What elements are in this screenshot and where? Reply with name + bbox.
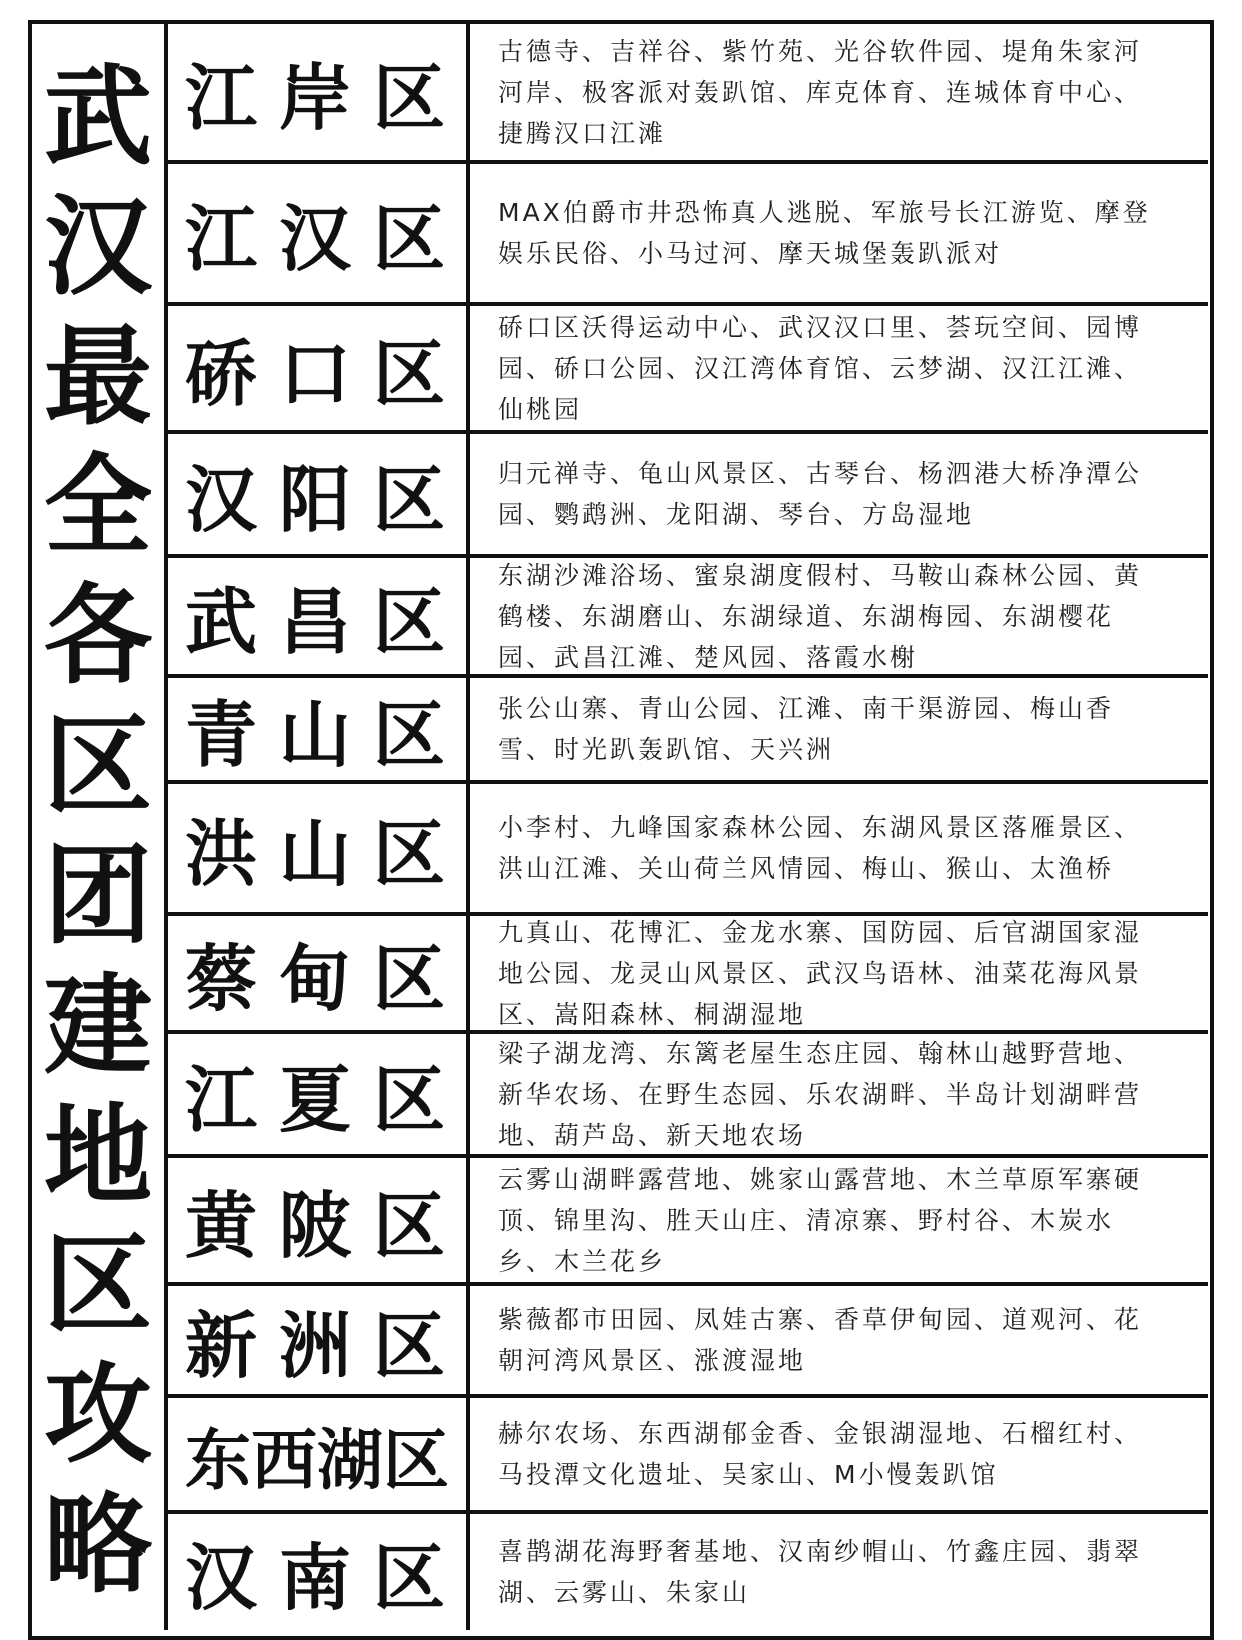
district-name-cell	[168, 164, 470, 302]
places-cell	[498, 678, 1168, 780]
district-row	[168, 164, 1208, 306]
district-name: 蔡甸区	[185, 937, 468, 1021]
district-name: 青山区	[185, 693, 468, 777]
district-name: 硚口区	[185, 332, 468, 416]
district-row	[168, 1514, 1208, 1630]
district-row	[168, 1398, 1208, 1514]
district-name: 武昌区	[185, 580, 468, 664]
places-text: 古德寺、吉祥谷、紫竹苑、光谷软件园、堤角朱家河河岸、极客派对轰趴馆、库克体育、连城体育中心、捷腾汉口江滩	[498, 36, 1143, 148]
places-text: 东湖沙滩浴场、蜜泉湖度假村、马鞍山森林公园、黄鹤楼、东湖磨山、东湖绿道、东湖梅园、东湖樱花园、武昌江滩、楚风园、落霞水榭	[498, 560, 1143, 672]
places-cell	[498, 306, 1168, 430]
title-char: 全	[43, 444, 152, 570]
title-char: 武	[43, 55, 152, 180]
places-text: 张公山寨、青山公园、江滩、南干渠游园、梅山香雪、时光趴轰趴馆、天兴洲	[498, 694, 1115, 764]
places-text: 硚口区沃得运动中心、武汉汉口里、荟玩空间、园博园、硚口公园、汉江湾体育馆、云梦湖、汉江江滩、仙桃园	[498, 312, 1143, 424]
title-char: 建	[43, 963, 152, 1089]
district-row	[168, 434, 1208, 558]
places-cell	[498, 1514, 1168, 1630]
places-cell	[498, 24, 1168, 160]
district-name-cell	[168, 1286, 470, 1394]
district-name-cell	[168, 558, 470, 674]
places-text: 紫薇都市田园、凤娃古寨、香草伊甸园、道观河、花朝河湾风景区、涨渡湿地	[498, 1305, 1143, 1375]
places-text: 喜鹊湖花海野奢基地、汉南纱帽山、竹鑫庄园、翡翠湖、云雾山、朱家山	[498, 1537, 1143, 1607]
district-name: 江汉区	[185, 197, 468, 281]
district-name-cell	[168, 678, 470, 780]
district-name: 江夏区	[185, 1058, 468, 1142]
places-text: 小李村、九峰国家森林公园、东湖风景区落雁景区、洪山江滩、关山荷兰风情园、梅山、猴山、太渔桥	[498, 813, 1143, 883]
title-char: 区	[43, 1223, 152, 1349]
district-row	[168, 916, 1208, 1034]
district-row	[168, 1286, 1208, 1398]
places-cell	[498, 434, 1168, 554]
district-name-cell	[168, 916, 470, 1030]
places-cell	[498, 916, 1168, 1030]
district-row	[168, 1158, 1208, 1286]
vertical-title	[32, 24, 168, 1630]
district-name: 东西湖区	[185, 1421, 449, 1499]
places-cell	[498, 1158, 1168, 1282]
places-text: 归元禅寺、龟山风景区、古琴台、杨泗港大桥净潭公园、鹦鹉洲、龙阳湖、琴台、方岛湿地	[498, 459, 1143, 529]
district-name: 洪山区	[185, 812, 468, 896]
title-char: 汉	[43, 184, 152, 310]
title-char: 攻	[43, 1353, 152, 1479]
district-row	[168, 1034, 1208, 1158]
district-name-cell	[168, 1158, 470, 1282]
district-name-cell	[168, 1034, 470, 1154]
district-row	[168, 24, 1208, 164]
district-name-cell	[168, 306, 470, 430]
district-name: 汉阳区	[185, 458, 468, 542]
places-cell	[498, 1034, 1168, 1154]
title-char: 最	[43, 314, 152, 440]
places-text: 梁子湖龙湾、东篱老屋生态庄园、翰林山越野营地、新华农场、在野生态园、乐农湖畔、半岛计划湖畔营地、葫芦岛、新天地农场	[498, 1038, 1143, 1150]
places-text: MAX伯爵市井恐怖真人逃脱、军旅号长江游览、摩登娱乐民俗、小马过河、摩天城堡轰趴派对	[498, 198, 1151, 268]
title-char: 各	[43, 574, 152, 700]
title-char: 略	[43, 1482, 152, 1608]
places-cell	[498, 1398, 1168, 1510]
places-cell	[498, 784, 1168, 912]
district-name-cell	[168, 434, 470, 554]
places-text: 云雾山湖畔露营地、姚家山露营地、木兰草原军寨硬顶、锦里沟、胜天山庄、清凉寨、野村谷、木炭水乡、木兰花乡	[498, 1164, 1143, 1276]
places-text: 赫尔农场、东西湖郁金香、金银湖湿地、石榴红村、马投潭文化遗址、吴家山、M小慢轰趴馆	[498, 1419, 1143, 1489]
district-row	[168, 558, 1208, 678]
title-char: 地	[43, 1093, 152, 1219]
district-name: 黄陂区	[185, 1184, 468, 1268]
places-cell	[498, 1286, 1168, 1394]
title-char: 团	[43, 833, 152, 959]
district-name-cell	[168, 1514, 470, 1630]
district-row	[168, 306, 1208, 434]
district-row	[168, 784, 1208, 916]
places-text: 九真山、花博汇、金龙水寨、国防园、后官湖国家湿地公园、龙灵山风景区、武汉鸟语林、油菜花海风景区、嵩阳森林、桐湖湿地	[498, 917, 1143, 1029]
district-name-cell	[168, 784, 470, 912]
places-cell	[498, 558, 1168, 674]
district-name: 汉南区	[185, 1536, 468, 1620]
district-name: 新洲区	[185, 1304, 468, 1388]
places-cell	[498, 164, 1168, 302]
district-row	[168, 678, 1208, 784]
district-name: 江岸区	[185, 56, 468, 140]
title-char: 区	[43, 704, 152, 830]
district-name-cell	[168, 24, 470, 160]
district-name-cell	[168, 1398, 470, 1510]
